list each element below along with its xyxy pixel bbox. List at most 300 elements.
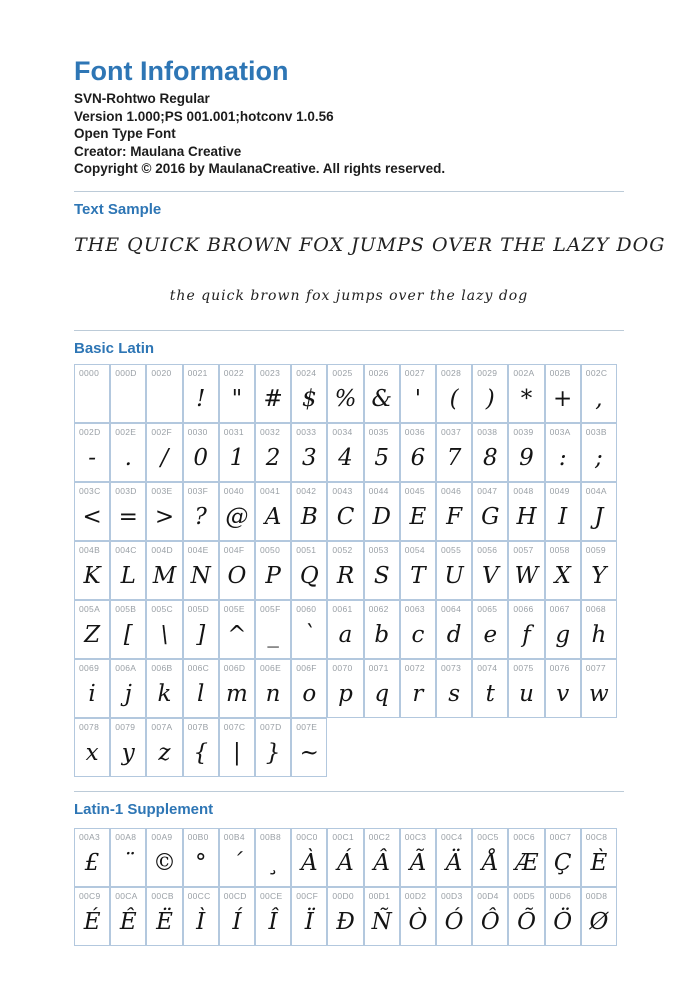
glyph-sample: - [88,445,96,471]
glyph-sample: | [233,740,241,766]
glyph-cell [472,887,508,946]
glyph-cell [508,482,544,541]
glyph-sample: : [558,445,567,471]
pangram-lowercase: the quick brown fox jumps over the lazy dog [169,287,529,304]
glyph-cell [545,482,581,541]
glyph-sample: q [374,681,390,707]
codepoint-label: 003E [151,485,173,496]
latin1-supplement-heading: Latin-1 Supplement [74,800,214,818]
glyph-sample: z [158,740,171,766]
glyph-cell [400,600,436,659]
glyph-sample: > [154,504,175,530]
codepoint-label: 00D0 [332,890,354,901]
glyph-cell [581,659,617,718]
codepoint-label: 0070 [332,662,353,673]
codepoint-label: 00D6 [549,890,572,901]
codepoint-label: 00C6 [513,831,535,842]
glyph-sample: © [152,850,176,876]
codepoint-label: 00CE [260,890,283,901]
glyph-sample: V [481,563,499,589]
glyph-cell [291,423,327,482]
font-creator: Creator: Maulana Creative [74,143,242,159]
codepoint-label: 00A3 [79,831,101,842]
glyph-cell [400,364,436,423]
glyph-sample: Ê [119,909,137,935]
glyph-cell [581,600,617,659]
codepoint-label: 0034 [332,426,353,437]
glyph-sample: 8 [482,445,498,471]
glyph-cell [255,887,291,946]
glyph-cell [74,364,110,423]
glyph-sample: . [124,445,132,471]
glyph-cell [472,541,508,600]
codepoint-label: 0041 [260,485,281,496]
glyph-cell [255,423,291,482]
font-type: Open Type Font [74,126,176,141]
glyph-cell [545,887,581,946]
glyph-cell [364,423,400,482]
glyph-cell [581,541,617,600]
glyph-cell [183,828,219,887]
glyph-sample: h [591,622,607,648]
codepoint-label: 0039 [513,426,534,437]
codepoint-label: 00D3 [441,890,463,901]
glyph-cell [183,423,219,482]
codepoint-label: 0068 [585,603,606,614]
glyph-sample: O [227,563,247,589]
glyph-sample: r [412,681,424,707]
codepoint-label: 0073 [441,662,462,673]
glyph-sample: < [82,504,102,530]
glyph-cell [436,541,472,600]
codepoint-label: 0053 [368,544,389,555]
glyph-sample: Ï [304,909,314,935]
glyph-sample: F [446,504,463,530]
glyph-sample: X [554,563,571,589]
glyph-sample: 5 [374,445,390,471]
codepoint-label: 005A [79,603,101,614]
codepoint-label: 0061 [332,603,353,614]
glyph-sample: ¸ [267,850,279,876]
glyph-cell [219,828,255,887]
glyph-sample: J [594,504,604,530]
codepoint-label: 00CC [187,890,211,901]
codepoint-label: 005D [187,603,210,614]
codepoint-label: 0046 [441,485,462,496]
glyph-sample: 0 [193,445,209,471]
glyph-cell [327,887,363,946]
codepoint-label: 0032 [260,426,281,437]
glyph-cell [508,600,544,659]
glyph-cell [74,482,110,541]
codepoint-label: 00CB [151,890,174,901]
section-divider [74,791,624,792]
codepoint-label: 0000 [79,367,100,378]
glyph-sample: P [265,563,281,589]
codepoint-label: 002E [115,426,137,437]
codepoint-label: 006A [115,662,137,673]
glyph-sample: j [124,681,132,707]
codepoint-label: 0042 [296,485,317,496]
codepoint-label: 0021 [187,367,208,378]
glyph-sample: n [265,681,281,707]
glyph-sample: M [152,563,177,589]
glyph-cell [219,887,255,946]
codepoint-label: 00C1 [332,831,354,842]
glyph-cell [291,482,327,541]
glyph-cell [472,659,508,718]
glyph-sample [75,378,109,421]
glyph-cell [436,828,472,887]
glyph-sample: x [85,740,99,766]
glyph-sample: À [300,850,318,876]
codepoint-label: 00CD [223,890,247,901]
codepoint-label: 007C [223,721,246,732]
glyph-sample: È [590,850,608,876]
glyph-sample: S [373,563,390,589]
glyph-cell [581,482,617,541]
glyph-cell [508,828,544,887]
codepoint-label: 0044 [368,485,389,496]
glyph-sample: = [118,504,138,530]
glyph-cell [436,887,472,946]
codepoint-label: 004D [151,544,173,555]
glyph-sample: K [83,563,101,589]
codepoint-label: 00D8 [585,890,608,901]
codepoint-label: 00A9 [151,831,173,842]
glyph-cell [74,887,110,946]
codepoint-label: 0037 [441,426,462,437]
codepoint-label: 0025 [332,367,353,378]
codepoint-label: 0043 [332,485,353,496]
codepoint-label: 003D [115,485,137,496]
codepoint-label: 003C [79,485,101,496]
glyph-sample: o [302,681,317,707]
glyph-sample: 2 [265,445,281,471]
codepoint-label: 0031 [223,426,244,437]
codepoint-label: 0050 [260,544,281,555]
glyph-cell [219,659,255,718]
codepoint-label: 00CF [296,890,319,901]
codepoint-label: 004B [79,544,101,555]
glyph-sample: @ [225,504,249,530]
glyph-sample: * [520,386,533,412]
glyph-cell [255,364,291,423]
codepoint-label: 0023 [260,367,281,378]
codepoint-label: 002F [151,426,172,437]
codepoint-label: 003F [187,485,209,496]
glyph-cell [472,423,508,482]
glyph-sample: ` [303,622,316,648]
glyph-sample: Z [84,622,101,648]
glyph-cell [183,364,219,423]
glyph-cell [364,887,400,946]
codepoint-label: 0076 [549,662,570,673]
glyph-cell [400,659,436,718]
glyph-cell [291,541,327,600]
codepoint-label: 0065 [477,603,498,614]
glyph-sample: t [485,681,495,707]
glyph-cell [110,541,146,600]
glyph-sample: I [558,504,568,530]
glyph-cell [545,828,581,887]
glyph-cell [364,828,400,887]
section-divider [74,191,624,192]
glyph-cell [219,423,255,482]
glyph-sample: _ [267,622,279,648]
glyph-sample: Ó [444,909,464,935]
glyph-cell [545,423,581,482]
glyph-sample: ~ [299,740,319,766]
codepoint-label: 006D [223,662,246,673]
codepoint-label: 0062 [368,603,389,614]
glyph-cell [110,482,146,541]
glyph-cell [364,541,400,600]
glyph-cell [400,482,436,541]
glyph-sample: Ä [445,850,463,876]
codepoint-label: 0055 [441,544,462,555]
glyph-cell [400,828,436,887]
codepoint-label: 004F [223,544,245,555]
glyph-sample: y [121,740,135,766]
codepoint-label: 0075 [513,662,534,673]
codepoint-label: 0020 [151,367,172,378]
glyph-sample [111,378,145,421]
glyph-sample: " [231,386,243,412]
glyph-sample: { [193,740,209,766]
codepoint-label: 0079 [115,721,136,732]
glyph-cell [581,364,617,423]
codepoint-label: 00C3 [404,831,427,842]
glyph-sample: ' [414,386,422,412]
glyph-sample: w [589,681,609,707]
glyph-cell [327,659,363,718]
codepoint-label: 00C4 [441,831,463,842]
glyph-cell [110,887,146,946]
glyph-sample: 4 [338,445,353,471]
codepoint-label: 0063 [404,603,425,614]
glyph-sample: ^ [227,622,247,648]
glyph-cell [219,482,255,541]
font-name: SVN-Rohtwo Regular [74,91,210,106]
codepoint-label: 0072 [404,662,425,673]
glyph-sample: Í [232,909,242,935]
glyph-sample: ; [595,445,603,471]
codepoint-label: 00B4 [223,831,245,842]
glyph-cell [508,887,544,946]
glyph-cell [183,887,219,946]
glyph-sample: } [265,740,281,766]
glyph-cell [146,718,182,777]
glyph-cell [110,423,146,482]
glyph-cell [255,659,291,718]
codepoint-label: 0059 [585,544,606,555]
codepoint-label: 00C5 [477,831,499,842]
glyph-sample: + [553,386,573,412]
glyph-sample: ? [194,504,207,530]
glyph-sample: 7 [446,445,462,471]
glyph-sample: Ò [408,909,428,935]
codepoint-label: 0078 [79,721,100,732]
glyph-cell [508,541,544,600]
glyph-cell [327,364,363,423]
glyph-sample: u [519,681,534,707]
codepoint-label: 0060 [296,603,317,614]
glyph-sample: R [336,563,355,589]
glyph-cell [146,364,182,423]
codepoint-label: 0038 [477,426,498,437]
glyph-cell [146,482,182,541]
codepoint-label: 005C [151,603,173,614]
glyph-sample: [ [123,622,133,648]
page-title: Font Information [74,56,289,86]
glyph-sample: ´ [231,850,243,876]
codepoint-label: 006C [187,662,210,673]
glyph-cell [364,659,400,718]
codepoint-label: 0051 [296,544,317,555]
glyph-sample: ! [196,386,206,412]
page-content [74,0,666,946]
glyph-cell [508,423,544,482]
glyph-cell [183,600,219,659]
glyph-cell [74,718,110,777]
glyph-cell [400,423,436,482]
codepoint-label: 00C8 [585,831,608,842]
codepoint-label: 0071 [368,662,389,673]
glyph-cell [545,600,581,659]
glyph-cell [545,541,581,600]
codepoint-label: 00CA [115,890,138,901]
codepoint-label: 0036 [404,426,425,437]
glyph-sample: T [410,563,426,589]
glyph-sample: N [190,563,211,589]
codepoint-label: 007E [296,721,318,732]
glyph-cell [327,828,363,887]
glyph-cell [436,364,472,423]
glyph-cell [110,364,146,423]
glyph-cell [183,718,219,777]
glyph-sample: $ [301,386,317,412]
codepoint-label: 002C [585,367,608,378]
glyph-cell [74,600,110,659]
glyph-sample: / [160,445,169,471]
codepoint-label: 007D [260,721,282,732]
glyph-cell [219,364,255,423]
glyph-sample: d [446,622,462,648]
glyph-cell [327,482,363,541]
glyph-sample: U [444,563,464,589]
codepoint-label: 00D2 [404,890,427,901]
glyph-sample: a [338,622,353,648]
glyph-sample: W [514,563,539,589]
codepoint-label: 0035 [368,426,389,437]
glyph-sample: ¨ [122,850,135,876]
font-version: Version 1.000;PS 001.001;hotconv 1.0.56 [74,108,334,124]
glyph-cell [581,887,617,946]
codepoint-label: 00D4 [477,890,499,901]
font-metadata [74,90,624,178]
glyph-cell [436,423,472,482]
glyph-sample: Á [337,850,354,876]
glyph-sample: É [83,909,101,935]
glyph-sample: l [197,681,205,707]
codepoint-label: 0045 [404,485,425,496]
glyph-sample: p [338,681,353,707]
codepoint-label: 0064 [441,603,462,614]
font-copyright: Copyright © 2016 by MaulanaCreative. All rights reserved. [74,161,446,176]
glyph-sample: \ [160,622,169,648]
glyph-cell [291,718,327,777]
glyph-cell [291,887,327,946]
glyph-sample: ] [196,622,206,648]
codepoint-label: 0057 [513,544,534,555]
codepoint-label: 0056 [477,544,498,555]
glyph-sample: Ö [553,909,573,935]
codepoint-label: 0067 [549,603,570,614]
glyph-sample: Ë [156,909,173,935]
glyph-cell [436,600,472,659]
glyph-sample: Â [373,850,390,876]
codepoint-label: 0058 [549,544,570,555]
glyph-sample: Ø [589,909,609,935]
glyph-sample: k [157,681,172,707]
text-sample-heading: Text Sample [74,200,162,218]
codepoint-label: 0029 [477,367,498,378]
glyph-sample: 9 [519,445,534,471]
glyph-cell [545,364,581,423]
section-divider [74,330,624,331]
codepoint-label: 0026 [368,367,389,378]
glyph-cell [74,541,110,600]
glyph-cell [110,659,146,718]
codepoint-label: 007B [187,721,209,732]
codepoint-label: 000D [115,367,137,378]
glyph-cell [508,364,544,423]
basic-latin-grid [74,364,617,777]
glyph-sample: Æ [514,850,538,876]
glyph-sample: Y [591,563,607,589]
glyph-sample: C [336,504,355,530]
glyph-cell [436,482,472,541]
codepoint-label: 006B [151,662,173,673]
glyph-cell [472,482,508,541]
codepoint-label: 0048 [513,485,534,496]
glyph-sample: % [334,386,357,412]
codepoint-label: 004A [585,485,607,496]
codepoint-label: 00B0 [187,831,209,842]
glyph-cell [472,364,508,423]
codepoint-label: 0022 [223,367,244,378]
glyph-sample: ( [449,386,459,412]
glyph-cell [400,541,436,600]
glyph-cell [146,828,182,887]
glyph-sample: # [263,386,283,412]
codepoint-label: 003B [585,426,607,437]
codepoint-label: 002B [549,367,571,378]
glyph-sample: s [448,681,460,707]
glyph-sample: 1 [229,445,245,471]
glyph-cell [364,364,400,423]
glyph-cell [508,659,544,718]
glyph-cell [110,718,146,777]
glyph-cell [74,828,110,887]
glyph-cell [400,887,436,946]
glyph-sample: Ð [336,909,355,935]
glyph-sample: , [595,386,603,412]
glyph-sample: Å [481,850,499,876]
codepoint-label: 0033 [296,426,317,437]
glyph-cell [472,600,508,659]
